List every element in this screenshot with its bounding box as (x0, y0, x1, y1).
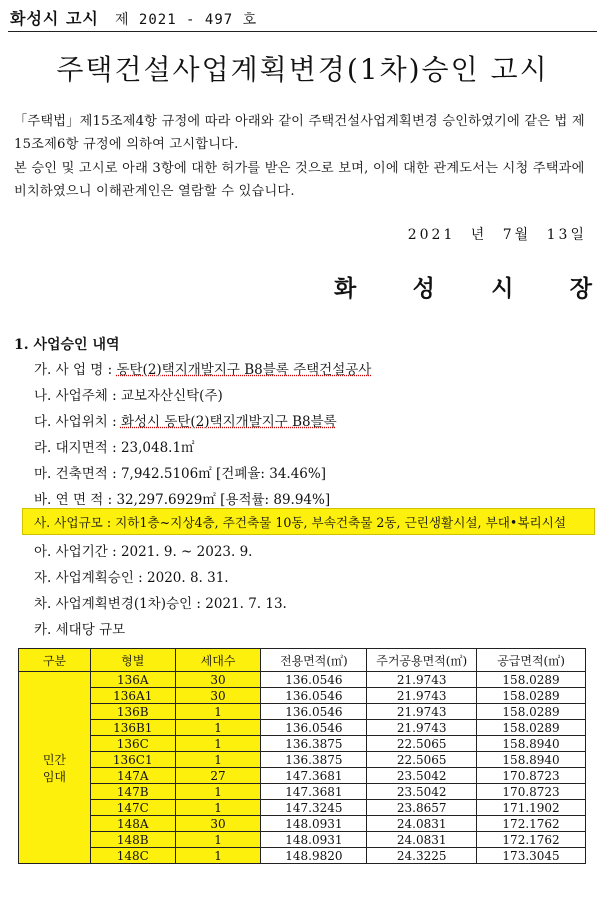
cell-households: 1 (175, 720, 261, 736)
cell-common-area: 23.5042 (367, 768, 477, 784)
cell-type: 147A (90, 768, 175, 784)
cell-exclusive-area: 147.3681 (261, 784, 367, 800)
cell-type: 136A1 (90, 688, 175, 704)
table-row (19, 784, 586, 800)
item-label: 나. 사업주체 : (34, 388, 117, 404)
item-label: 다. 사업위치 : (34, 414, 117, 430)
cell-type: 136C1 (90, 752, 175, 768)
item-value: 23,048.1㎡ (120, 440, 195, 456)
group-label-cell (19, 672, 91, 864)
cell-common-area: 23.5042 (367, 784, 477, 800)
item-label: 아. 사업기간 : (34, 544, 117, 560)
cell-households: 1 (175, 784, 261, 800)
cell-exclusive-area: 148.0931 (261, 816, 367, 832)
cell-common-area: 21.9743 (367, 688, 477, 704)
col-header-exclusive-area: 전용면적(㎡) (261, 649, 367, 672)
cell-common-area: 21.9743 (367, 672, 477, 688)
item-value: 교보자산신탁(주) (120, 388, 223, 404)
cell-exclusive-area: 147.3681 (261, 768, 367, 784)
header-divider (8, 31, 597, 32)
item-label: 사. 사업규모 : (34, 515, 112, 530)
cell-exclusive-area: 136.3875 (261, 752, 367, 768)
item-project-scale (34, 512, 566, 531)
notice-number: 제 2021 - 497 호 (114, 12, 258, 28)
table-row (19, 720, 586, 736)
cell-households: 1 (175, 736, 261, 752)
item-location (34, 410, 337, 430)
issuer-name (334, 270, 592, 303)
paragraph-1: 「주택법」제15조제4항 규정에 따라 아래와 같이 주택건설사업계획변경 승인하였기에 같은 법 제15조제6항 규정에 의하여 고시합니다. (14, 114, 585, 152)
cell-common-area: 21.9743 (367, 704, 477, 720)
cell-exclusive-area: 147.3245 (261, 800, 367, 816)
unit-size-table (18, 648, 586, 864)
group-label-line2: 임대 (42, 769, 66, 784)
cell-supply-area: 158.8940 (477, 752, 586, 768)
cell-supply-area: 158.0289 (477, 720, 586, 736)
cell-households: 1 (175, 752, 261, 768)
item-label: 바. 연 면 적 : (34, 492, 113, 508)
cell-supply-area: 158.0289 (477, 688, 586, 704)
col-header-common-area: 주거공용면적(㎡) (367, 649, 477, 672)
cell-exclusive-area: 136.0546 (261, 720, 367, 736)
item-label: 자. 사업계획승인 : (34, 570, 143, 586)
cell-supply-area: 170.8723 (477, 784, 586, 800)
cell-households: 1 (175, 800, 261, 816)
table-row (19, 688, 586, 704)
cell-type: 136A (90, 672, 175, 688)
item-label: 마. 건축면적 : (34, 466, 117, 482)
cell-households: 1 (175, 848, 261, 864)
cell-households: 1 (175, 704, 261, 720)
item-total-floor-area (34, 488, 330, 508)
cell-exclusive-area: 136.0546 (261, 688, 367, 704)
cell-exclusive-area: 136.3875 (261, 736, 367, 752)
table-row (19, 800, 586, 816)
table-row (19, 704, 586, 720)
cell-common-area: 24.0831 (367, 816, 477, 832)
cell-type: 148A (90, 816, 175, 832)
cell-supply-area: 158.0289 (477, 672, 586, 688)
item-value: 화성시 동탄(2)택지개발지구 B8블록 (120, 414, 337, 430)
table-row (19, 832, 586, 848)
cell-type: 136B1 (90, 720, 175, 736)
cell-type: 136C (90, 736, 175, 752)
item-value: 동탄(2)택지개발지구 B8블록 주택건설공사 (116, 362, 372, 378)
table-header-row (19, 649, 586, 672)
issuer-char: 시 (491, 275, 514, 302)
item-value: 지하1층~지상4층, 주건축물 10동, 부속건축물 2동, 근린생활시설, 부대•복리시설 (115, 515, 566, 530)
item-unit-size (34, 618, 125, 638)
cell-supply-area: 171.1902 (477, 800, 586, 816)
cell-households: 30 (175, 688, 261, 704)
issuer-char: 장 (569, 275, 592, 302)
item-value: 7,942.5106㎡ [건폐율: 34.46%] (120, 466, 326, 482)
item-project-period (34, 540, 252, 560)
col-header-households: 세대수 (175, 649, 261, 672)
section-heading: 1. 사업승인 내역 (14, 337, 120, 353)
notice-label: 화성시 고시 (10, 9, 99, 28)
notice-date: 2021 년 7월 13일 (407, 227, 587, 243)
cell-type: 148C (90, 848, 175, 864)
cell-supply-area: 172.1762 (477, 816, 586, 832)
paragraph-2: 본 승인 및 고시로 아래 3항에 대한 허가를 받은 것으로 보며, 이에 대한 관계도서는 시청 주택과에 비치하였으니 이해관계인은 열람할 수 있습니다. (14, 161, 585, 199)
cell-exclusive-area: 136.0546 (261, 704, 367, 720)
cell-households: 27 (175, 768, 261, 784)
cell-exclusive-area: 148.9820 (261, 848, 367, 864)
item-plan-approval (34, 566, 229, 586)
col-header-type: 형별 (90, 649, 175, 672)
table-row (19, 816, 586, 832)
cell-supply-area: 158.8940 (477, 736, 586, 752)
col-header-supply-area: 공급면적(㎡) (477, 649, 586, 672)
cell-common-area: 22.5065 (367, 752, 477, 768)
cell-exclusive-area: 148.0931 (261, 832, 367, 848)
col-header-category: 구분 (19, 649, 91, 672)
cell-exclusive-area: 136.0546 (261, 672, 367, 688)
item-project-name (34, 358, 371, 378)
item-site-area (34, 436, 195, 456)
cell-households: 30 (175, 816, 261, 832)
table-row (19, 672, 586, 688)
page-title: 주택건설사업계획변경(1차)승인 고시 (56, 53, 549, 86)
cell-households: 1 (175, 832, 261, 848)
item-developer (34, 384, 223, 404)
item-value: 2021. 9. ~ 2023. 9. (120, 544, 253, 560)
issuer-char: 성 (412, 275, 435, 302)
table-row (19, 848, 586, 864)
item-label: 차. 사업계획변경(1차)승인 : (34, 596, 201, 612)
item-value: 2020. 8. 31. (147, 570, 229, 586)
cell-households: 30 (175, 672, 261, 688)
cell-type: 136B (90, 704, 175, 720)
cell-common-area: 21.9743 (367, 720, 477, 736)
item-label: 카. 세대당 규모 (34, 622, 126, 638)
item-plan-change-approval (34, 592, 287, 612)
group-label-line1: 민간 (42, 752, 66, 767)
issuer-char: 화 (334, 275, 357, 302)
cell-common-area: 23.8657 (367, 800, 477, 816)
cell-type: 148B (90, 832, 175, 848)
cell-supply-area: 172.1762 (477, 832, 586, 848)
cell-common-area: 24.3225 (367, 848, 477, 864)
item-value: 32,297.6929㎡ [용적률: 89.94%] (116, 492, 331, 508)
cell-supply-area: 170.8723 (477, 768, 586, 784)
item-value: 2021. 7. 13. (205, 596, 287, 612)
cell-common-area: 24.0831 (367, 832, 477, 848)
notice-header (10, 6, 257, 29)
cell-type: 147B (90, 784, 175, 800)
cell-type: 147C (90, 800, 175, 816)
table-row (19, 736, 586, 752)
cell-common-area: 22.5065 (367, 736, 477, 752)
item-label: 라. 대지면적 : (34, 440, 117, 456)
item-label: 가. 사 업 명 : (34, 362, 113, 378)
item-building-area (34, 462, 326, 482)
cell-supply-area: 173.3045 (477, 848, 586, 864)
table-row (19, 752, 586, 768)
cell-supply-area: 158.0289 (477, 704, 586, 720)
table-row (19, 768, 586, 784)
